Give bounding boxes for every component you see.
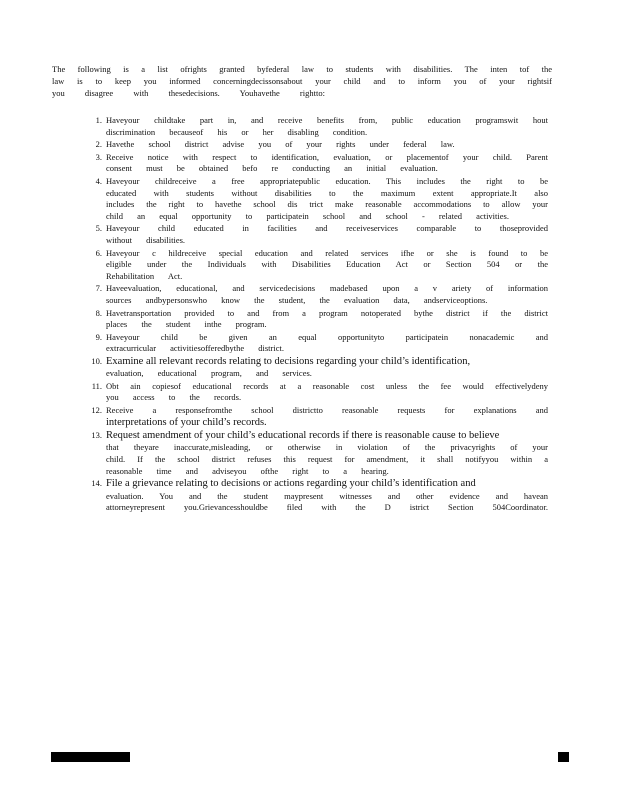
right-number: 2.: [95, 139, 102, 150]
right-text-line: you access to the records.: [106, 392, 242, 403]
right-text-line: sources andbypersonswho know the student, the evaluation data, andserviceoptions.: [106, 294, 488, 305]
right-text-line: that theyare inaccurate,misleading, or otherwise in violation of the privacyrights of your: [106, 442, 548, 453]
right-text-line: child. If the school district refuses this request for amendment, it shall notifyyou within a: [106, 454, 548, 465]
right-number: 3.: [95, 151, 102, 162]
right-text-line: eligible under the Individuals with Disabilities Education Act or Section 504 or the: [106, 259, 548, 270]
right-item: [84, 248, 548, 283]
right-item: [84, 430, 548, 477]
right-text-line: Haveyour child be given an equal opportunityto participatein nonacademic and: [106, 331, 548, 342]
right-item: [84, 152, 548, 175]
right-text-line: Haveyour childtake part in, and receive benefits from, public education programswit hout: [106, 115, 548, 125]
right-text-line: interpretations of your child’s records.: [106, 416, 267, 428]
right-item: [84, 223, 548, 246]
right-number: 8.: [95, 307, 102, 318]
footer-black-square: [558, 752, 569, 762]
right-number: 6.: [95, 247, 102, 258]
right-text-line: Haveevaluation, educational, and servicedecisions madebased upon a v ariety of information: [106, 283, 548, 294]
right-text-line: places the student inthe program.: [106, 319, 267, 330]
right-number: 4.: [95, 175, 102, 186]
right-text-line: Receive notice with respect to identification, evaluation, or placementof your child. Parent: [106, 151, 548, 162]
right-text-line: evaluation. You and the student maypresent witnesses and other evidence and havean: [106, 490, 548, 501]
right-number: 14.: [91, 478, 102, 489]
right-text-line: Havethe school district advise you of your rights under federal law.: [106, 139, 455, 150]
rights-list: [84, 115, 548, 515]
right-text-line: attorneyrepresent you.Grievancesshouldbe filed with the D istrict Section 504Coordinator.: [106, 502, 548, 513]
right-text-line: Request amendment of your child’s educational records if there is reasonable cause to believe: [106, 430, 500, 442]
footer-black-bar: [51, 752, 130, 762]
right-item: [84, 478, 548, 514]
right-number: 7.: [95, 283, 102, 294]
right-item: [84, 283, 548, 306]
right-text-line: includes the right to havethe school dis trict make reasonable accommodations to allow your: [106, 199, 548, 210]
right-number: 12.: [91, 405, 102, 416]
right-number: 5.: [95, 223, 102, 234]
right-text-line: Haveyour c hildreceive special education and related services ifhe or she is found to be: [106, 247, 548, 258]
right-item: [84, 308, 548, 331]
right-number: 11.: [91, 380, 102, 391]
right-text-line: Havetransportation provided to and from a program notoperated bythe district if the district: [106, 307, 548, 318]
intro-line: you disagree with thesedecisions. Youhavethe rightto:: [52, 88, 325, 98]
intro-line: The following is a list ofrights granted byfederal law to students with disabilities. The inten tof the: [52, 64, 552, 74]
right-text-line: consent must be obtained befo re conducting an initial evaluation.: [106, 163, 438, 174]
right-text-line: Rehabilitation Act.: [106, 270, 183, 281]
right-text-line: evaluation, educational program, and services.: [106, 368, 312, 379]
right-item: [84, 139, 548, 151]
right-text-line: discrimination becauseof his or her disabling condition.: [106, 126, 368, 137]
right-item: [84, 405, 548, 429]
right-number: 13.: [91, 430, 102, 441]
right-text-line: Receive a responsefromthe school districtto reasonable requests for explanations and: [106, 405, 548, 416]
right-text-line: without disabilities.: [106, 234, 186, 245]
right-number: 1.: [95, 115, 102, 125]
right-text-line: Haveyour child educated in facilities and receiveservices comparable to thoseprovided: [106, 223, 548, 234]
right-text-line: educated with students without disabilities to the maximum extent appropriate.It also: [106, 187, 548, 198]
right-text-line: child an equal opportunity to participatein school and school - related activities.: [106, 210, 509, 221]
intro-paragraph: [52, 63, 552, 99]
right-item: [84, 176, 548, 222]
right-item: [84, 332, 548, 355]
right-text-line: Examine all relevant records relating to decisions regarding your child’s identification,: [106, 355, 471, 367]
right-text-line: File a grievance relating to decisions or actions regarding your child’s identification and: [106, 478, 476, 490]
intro-line: law is to keep you informed concerningdecissonsabout your child and to inform you of your rightsif: [52, 76, 552, 86]
right-text-line: reasonable time and adviseyou ofthe right to a hearing.: [106, 465, 389, 476]
right-item: [84, 356, 548, 380]
right-item: [84, 381, 548, 404]
right-number: 10.: [91, 355, 102, 366]
right-number: 9.: [95, 331, 102, 342]
right-item: [84, 115, 548, 138]
right-text-line: extracurricular activitiesofferedbythe district.: [106, 343, 284, 354]
right-text-line: Haveyour childreceive a free appropriatepublic education. This includes the right to be: [106, 175, 548, 186]
right-text-line: Obt ain copiesof educational records at a reasonable cost unless the fee would effectivelydeny: [106, 380, 548, 391]
